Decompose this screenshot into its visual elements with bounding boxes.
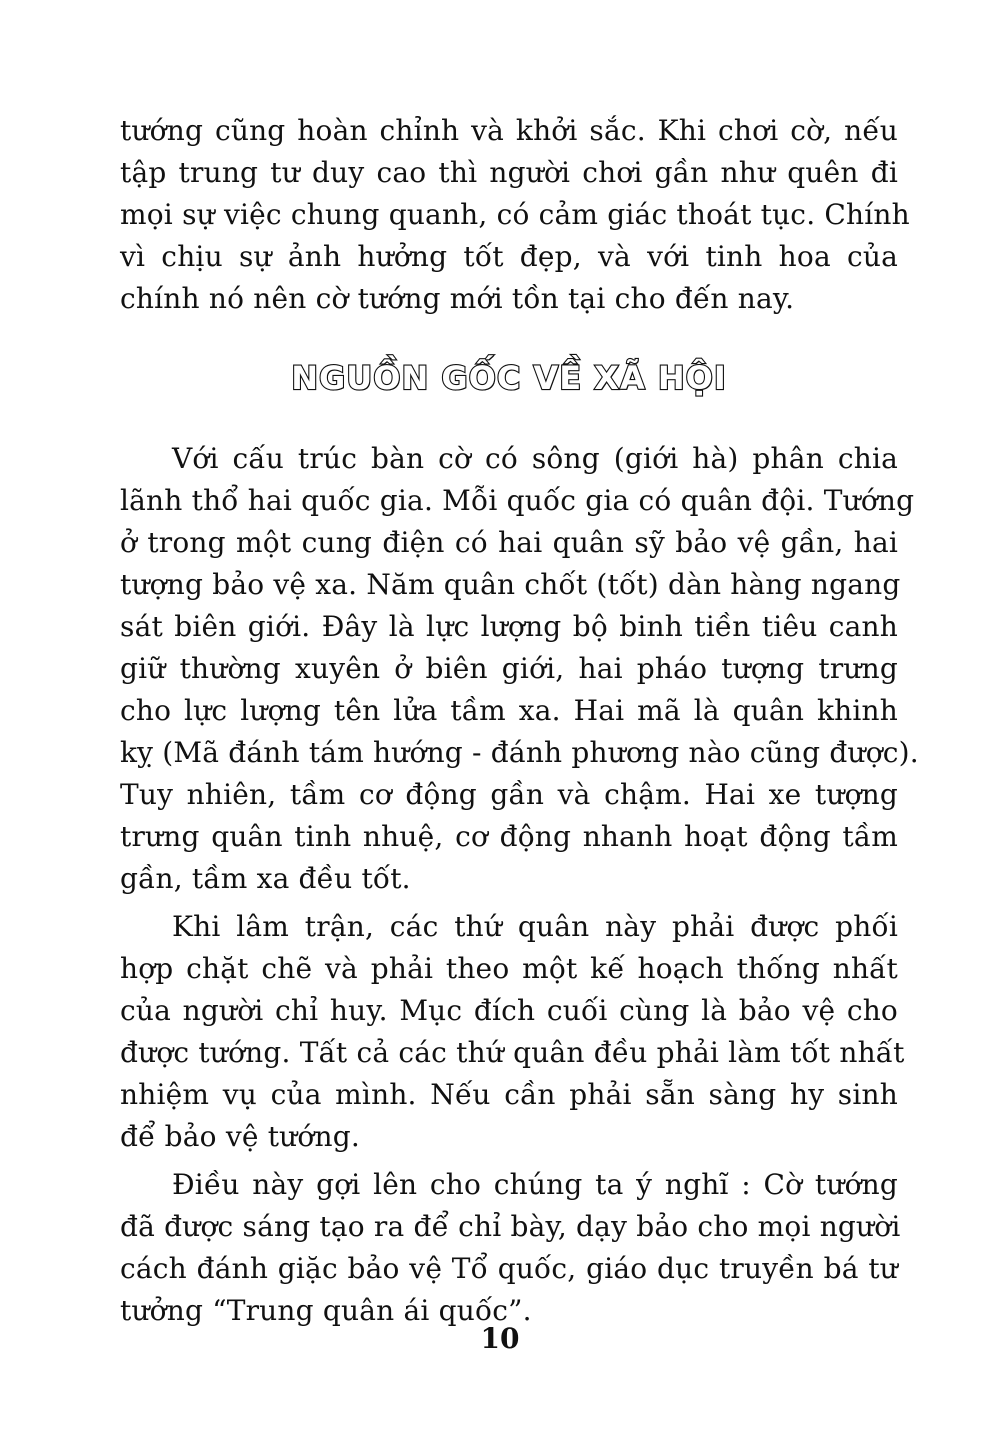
text-line: vì chịu sự ảnh hưởng tốt đẹp, và với tinh hoa của (120, 240, 898, 273)
text-line: cách đánh giặc bảo vệ Tổ quốc, giáo dục truyền bá tư (120, 1252, 898, 1285)
text-line: tượng bảo vệ xa. Năm quân chốt (tốt) dàn hàng ngang (120, 568, 901, 601)
text-line: chính nó nên cờ tướng mới tồn tại cho đến nay. (120, 282, 795, 315)
text-line: hợp chặt chẽ và phải theo một kế hoạch thống nhất (120, 952, 898, 985)
text-line: mọi sự việc chung quanh, có cảm giác thoát tục. Chính (120, 198, 910, 231)
text-line: ở trong một cung điện có hai quân sỹ bảo vệ gần, hai (120, 526, 898, 559)
text-line: để bảo vệ tướng. (120, 1120, 360, 1153)
intro-paragraph (120, 110, 910, 320)
text-line: tưởng “Trung quân ái quốc”. (120, 1294, 532, 1327)
text-line: Điều này gợi lên cho chúng ta ý nghĩ : Cờ tướng (172, 1168, 898, 1201)
paragraph-3 (120, 1164, 901, 1332)
paragraph-1 (120, 438, 919, 900)
text-line: kỵ (Mã đánh tám hướng - đánh phương nào cũng được). (120, 736, 919, 769)
text-line: lãnh thổ hai quốc gia. Mỗi quốc gia có quân đội. Tướng (120, 484, 915, 517)
text-line: Khi lâm trận, các thứ quân này phải được phối (172, 910, 898, 943)
paragraph-2 (120, 906, 905, 1158)
text-line: được tướng. Tất cả các thứ quân đều phải làm tốt nhất (120, 1036, 905, 1069)
text-line: trưng quân tinh nhuệ, cơ động nhanh hoạt động tầm (120, 820, 898, 853)
book-page-body (120, 110, 919, 1332)
text-line: cho lực lượng tên lửa tầm xa. Hai mã là quân khinh (120, 694, 898, 727)
text-line: tập trung tư duy cao thì người chơi gần như quên đi (120, 156, 898, 189)
text-line: của người chỉ huy. Mục đích cuối cùng là bảo vệ cho (120, 994, 898, 1027)
text-line: tướng cũng hoàn chỉnh và khởi sắc. Khi chơi cờ, nếu (120, 114, 898, 147)
text-line: giữ thường xuyên ở biên giới, hai pháo tượng trưng (120, 652, 898, 685)
page-number: 10 (480, 1322, 520, 1355)
text-line: nhiệm vụ của mình. Nếu cần phải sẵn sàng hy sinh (120, 1078, 898, 1111)
text-line: Tuy nhiên, tầm cơ động gần và chậm. Hai xe tượng (120, 778, 898, 811)
text-line: gần, tầm xa đều tốt. (120, 862, 411, 895)
text-line: Với cấu trúc bàn cờ có sông (giới hà) phân chia (172, 442, 898, 475)
section-heading: NGUỒN GỐC VỀ XÃ HỘI (291, 359, 727, 397)
text-line: đã được sáng tạo ra để chỉ bày, dạy bảo cho mọi người (120, 1210, 901, 1243)
text-line: sát biên giới. Đây là lực lượng bộ binh tiền tiêu canh (120, 610, 898, 643)
